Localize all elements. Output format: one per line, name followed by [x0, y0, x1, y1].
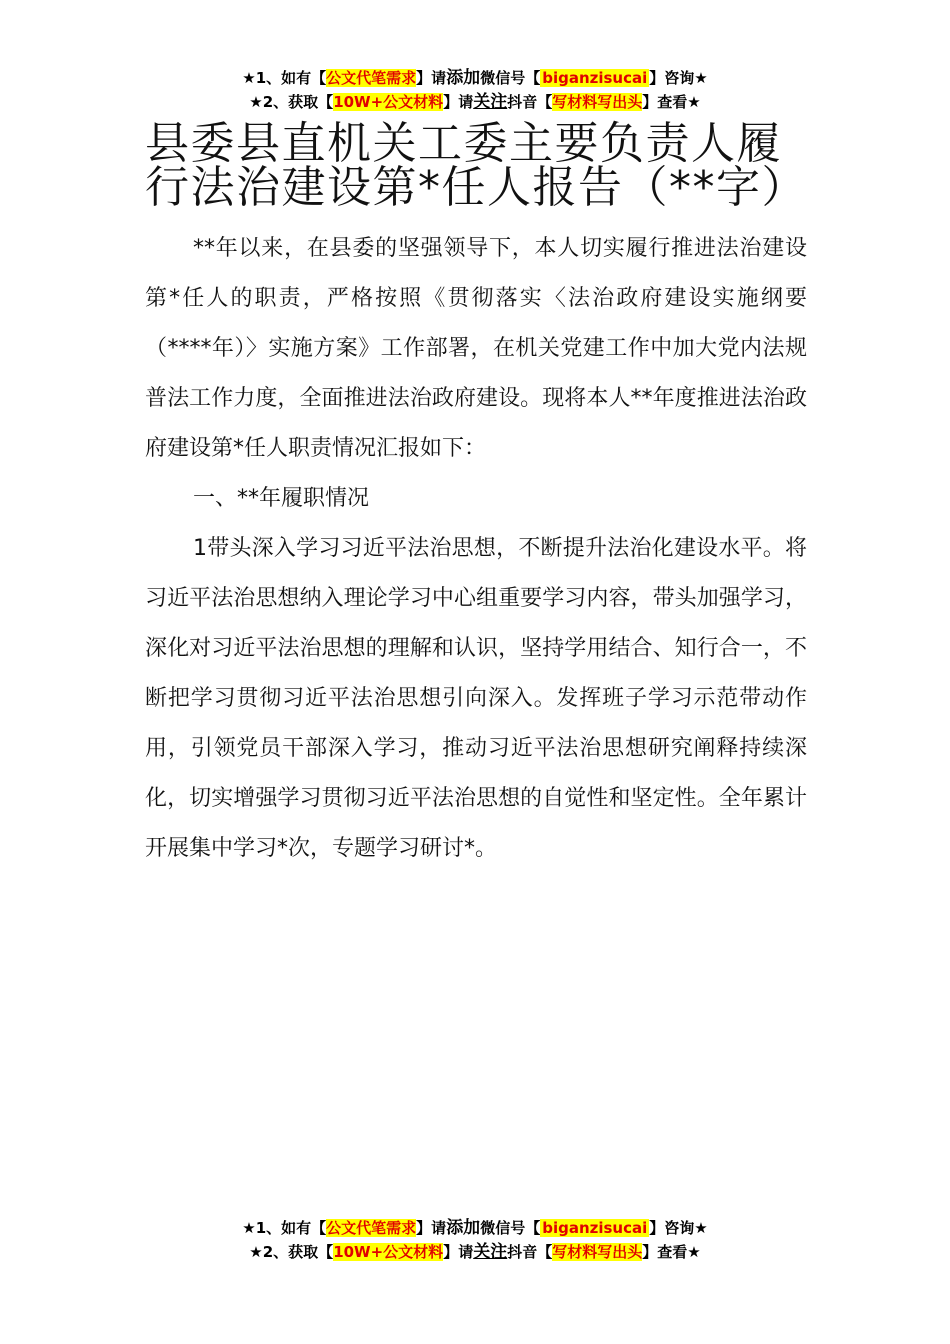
- document-title: 县委县直机关工委主要负责人履行法治建设第*任人报告（**字）: [145, 118, 807, 213]
- banner-highlight-materials: 10W+公文材料: [333, 93, 444, 111]
- paragraph-intro: **年以来，在县委的坚强领导下，本人切实履行推进法治建设第*任人的职责，严格按照《贯彻落实〈法治政府建设实施纲要（****年）〉实施方案》工作部署，在机关党建工作中加大党内法规普法工作力度，全面推进法治政府建设。现将本人**年度推进法治政府建设第*任人职责情况汇报如下：: [145, 236, 807, 461]
- header-banner: [0, 66, 950, 114]
- footer-banner: [0, 1216, 950, 1264]
- banner-line-2: ★2、获取【10W+公文材料】请关注抖音【写材料写出头】查看★: [249, 92, 701, 112]
- banner-highlight-service: 公文代笔需求: [326, 69, 417, 87]
- banner-line-1: ★1、如有【公文代笔需求】请添加微信号【 biganzisucai 】咨询★: [242, 68, 708, 88]
- banner-line-2: ★2、获取【10W+公文材料】请关注抖音【写材料写出头】查看★: [249, 1242, 701, 1262]
- section-heading: 一、**年履职情况: [193, 486, 370, 511]
- banner-highlight-wechat-id: biganzisucai: [542, 1219, 648, 1237]
- banner-highlight-douyin: 写材料写出头: [552, 93, 643, 111]
- banner-highlight-materials: 10W+公文材料: [333, 1243, 444, 1261]
- banner-highlight-douyin: 写材料写出头: [552, 1243, 643, 1261]
- banner-highlight-wechat-id: biganzisucai: [542, 69, 648, 87]
- document-body: [145, 118, 807, 874]
- banner-highlight-service: 公文代笔需求: [326, 1219, 417, 1237]
- paragraph-item-1: 1带头深入学习习近平法治思想，不断提升法治化建设水平。将习近平法治思想纳入理论学习中心组重要学习内容，带头加强学习，深化对习近平法治思想的理解和认识，坚持学用结合、知行合一，不断把学习贯彻习近平法治思想引向深入。发挥班子学习示范带动作用，引领党员干部深入学习，推动习近平法治思想研究阐释持续深化，切实增强学习贯彻习近平法治思想的自觉性和坚定性。全年累计开展集中学习*次，专题学习研讨*。: [145, 536, 807, 861]
- banner-line-1: ★1、如有【公文代笔需求】请添加微信号【 biganzisucai 】咨询★: [242, 1218, 708, 1238]
